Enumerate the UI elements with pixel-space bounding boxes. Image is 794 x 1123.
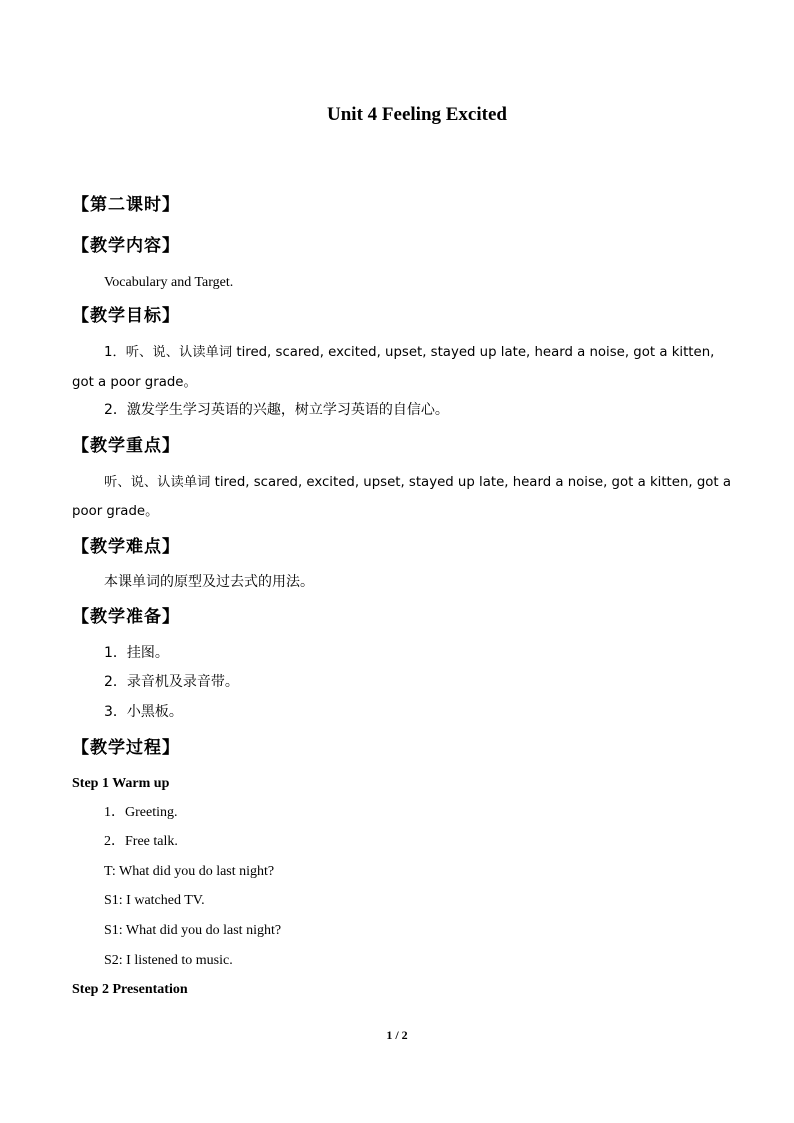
page-number: 1 / 2 bbox=[386, 1028, 408, 1042]
keypoints-line1: 听、说、认读单词 tired, scared, excited, upset, stayed up late, heard a noise, got a kitten, got a bbox=[104, 475, 731, 490]
step-1-heading: Step 1 Warm up bbox=[72, 776, 170, 791]
dialog-line-1: T: What did you do last night? bbox=[104, 864, 275, 879]
prep-item-3: 3．小黑板。 bbox=[104, 704, 183, 720]
dialog-line-3: S1: What did you do last night? bbox=[104, 923, 282, 938]
objective-1-line1: 1．听、说、认读单词 tired, scared, excited, upset, stayed up late, heard a noise, got a kitten, bbox=[104, 345, 715, 360]
lesson-heading: 【第二课时】 bbox=[72, 195, 180, 215]
prep-item-1: 1．挂图。 bbox=[104, 645, 169, 661]
difficulties-text: 本课单词的原型及过去式的用法。 bbox=[104, 574, 314, 590]
objectives-heading: 【教学目标】 bbox=[72, 306, 180, 326]
process-heading: 【教学过程】 bbox=[72, 738, 180, 758]
difficulties-heading: 【教学难点】 bbox=[72, 537, 180, 557]
dialog-line-2: S1: I watched TV. bbox=[104, 893, 205, 908]
objective-1-line2: got a poor grade。 bbox=[72, 375, 197, 390]
dialog-line-4: S2: I listened to music. bbox=[104, 953, 233, 968]
step1-item-2: 2．Free talk. bbox=[104, 834, 178, 849]
prep-item-2: 2．录音机及录音带。 bbox=[104, 674, 239, 690]
objective-2: 2．激发学生学习英语的兴趣，树立学习英语的自信心。 bbox=[104, 402, 449, 418]
preparation-heading: 【教学准备】 bbox=[72, 607, 180, 627]
keypoints-heading: 【教学重点】 bbox=[72, 436, 180, 456]
content-text: Vocabulary and Target. bbox=[104, 275, 234, 290]
step-2-heading: Step 2 Presentation bbox=[72, 982, 188, 997]
step1-item-1: 1．Greeting. bbox=[104, 805, 178, 820]
keypoints-line2: poor grade。 bbox=[72, 504, 159, 519]
content-heading: 【教学内容】 bbox=[72, 236, 180, 256]
page-title: Unit 4 Feeling Excited bbox=[327, 104, 507, 125]
